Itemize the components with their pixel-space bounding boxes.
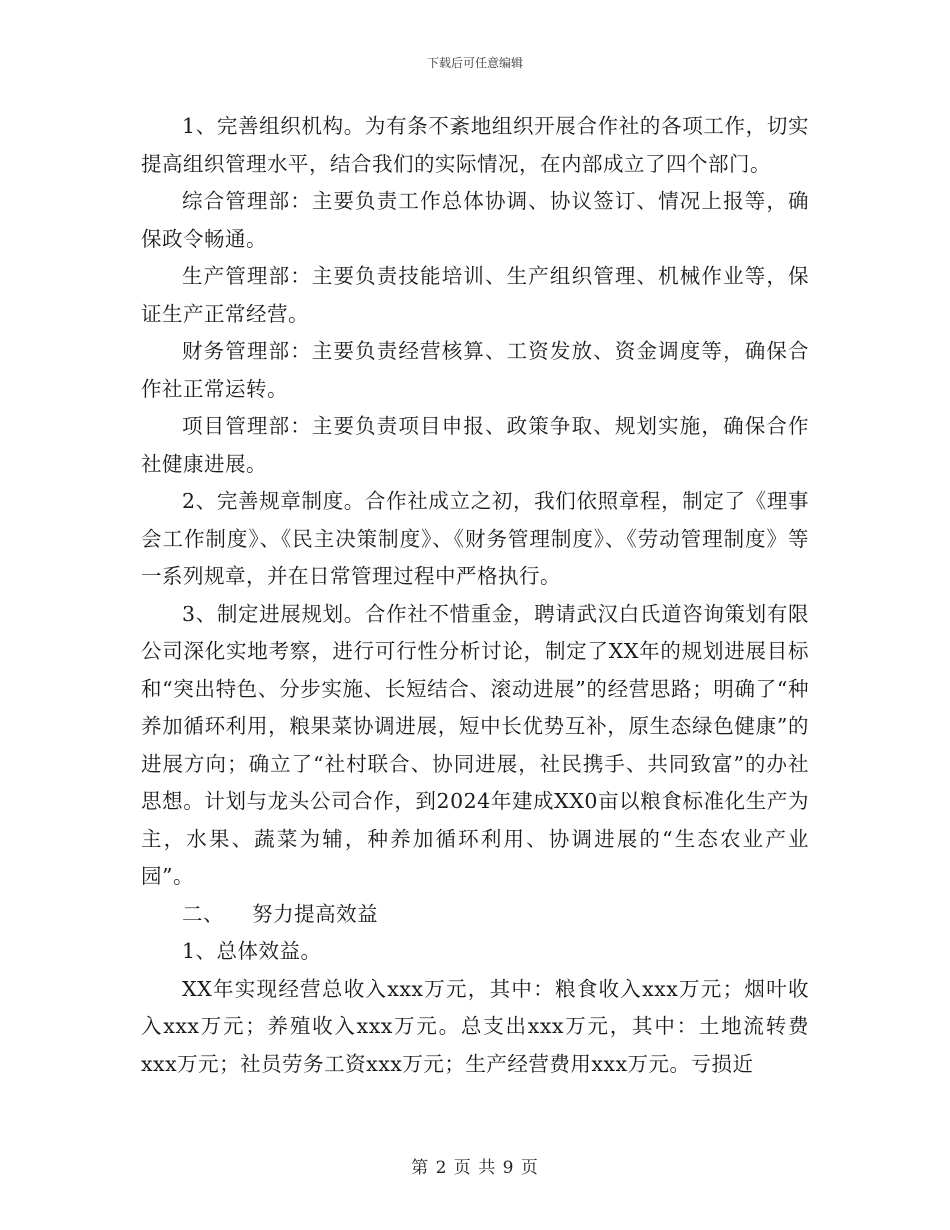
paragraph-rules: 2、完善规章制度。合作社成立之初，我们依照章程，制定了《理事会工作制度》、《民主决策制度》、《财务管理制度》、《劳动管理制度》等一系列规章，并在日常管理过程中严格执行。 xyxy=(141,489,809,588)
page-header: 下载后可任意编辑 xyxy=(426,56,523,70)
paragraph-general-management: 综合管理部：主要负责工作总体协调、协议签订、情况上报等，确保政令畅通。 xyxy=(141,189,809,251)
paragraph-development-plan: 3、制定进展规划。合作社不惜重金，聘请武汉白氏道咨询策划有限公司深化实地考察，进行可行性分析讨论，制定了XX年的规划进展目标和“突出特色、分步实施、长短结合、滚动进展”的经营思路；明确了“种养加循环利用，粮果菜协调进展，短中长优势互补，原生态绿色健康”的进展方向；确立了“社村联合、协同进展，社民携手、共同致富”的办社思想。计划与龙头公司合作，到2024年建成XX0亩以粮食标准化生产为主，水果、蔬菜为辅，种养加循环利用、协调进展的“生态农业产业园”。 xyxy=(141,601,809,888)
paragraph-overall-benefit: 1、总体效益。 xyxy=(182,939,322,963)
paragraph-project-management: 项目管理部：主要负责项目申报、政策争取、规划实施，确保合作社健康进展。 xyxy=(141,414,809,476)
page-number: 第 2 页 共 9 页 xyxy=(411,1158,539,1178)
paragraph-finance-management: 财务管理部：主要负责经营核算、工资发放、资金调度等，确保合作社正常运转。 xyxy=(141,339,809,401)
paragraph-org-structure: 1、完善组织机构。为有条不紊地组织开展合作社的各项工作，切实提高组织管理水平，结合我们的实际情况，在内部成立了四个部门。 xyxy=(141,114,809,176)
paragraph-revenue: XX年实现经营总收入xxx万元，其中：粮食收入xxx万元；烟叶收入xxx万元；养殖收入xxx万元。总支出xxx万元，其中：土地流转费xxx万元；社员劳务工资xxx万元；生产经营费用xxx万元。亏损近 xyxy=(141,976,809,1076)
document-body xyxy=(141,108,809,1083)
paragraph-production-management: 生产管理部：主要负责技能培训、生产组织管理、机械作业等，保证生产正常经营。 xyxy=(141,264,809,326)
section-heading: 二、 努力提高效益 xyxy=(182,901,379,926)
